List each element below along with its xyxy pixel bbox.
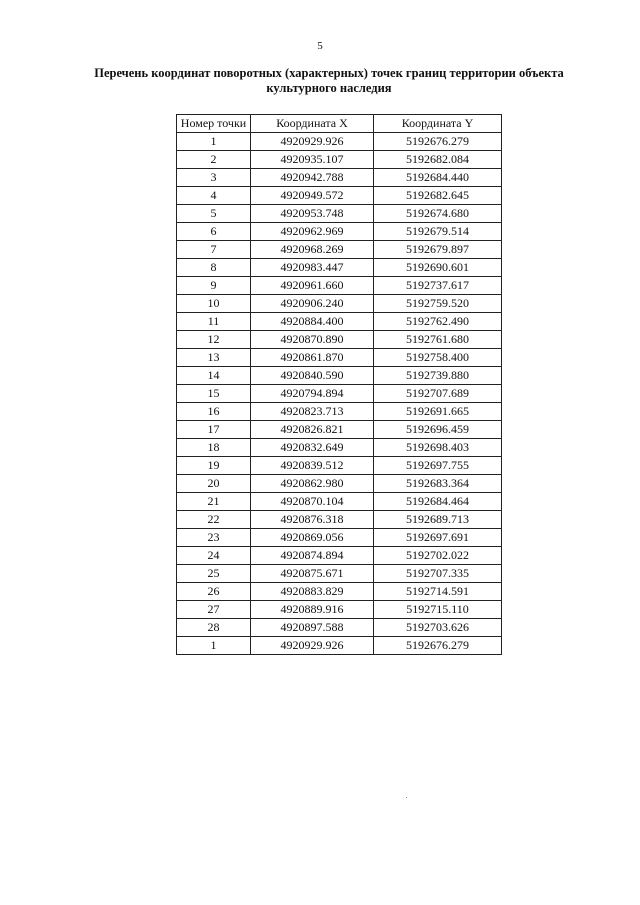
table-row: [177, 439, 502, 457]
cell-coordinate-y: 5192737.617: [374, 277, 502, 295]
cell-point-number: 20: [177, 475, 251, 493]
cell-coordinate-x: 4920832.649: [251, 439, 374, 457]
cell-point-number: 28: [177, 619, 251, 637]
table-row: [177, 619, 502, 637]
cell-coordinate-x: 4920840.590: [251, 367, 374, 385]
cell-coordinate-y: 5192758.400: [374, 349, 502, 367]
table-row: [177, 187, 502, 205]
cell-coordinate-y: 5192762.490: [374, 313, 502, 331]
cell-coordinate-y: 5192715.110: [374, 601, 502, 619]
table-row: [177, 493, 502, 511]
cell-coordinate-x: 4920883.829: [251, 583, 374, 601]
cell-coordinate-x: 4920942.788: [251, 169, 374, 187]
cell-coordinate-x: 4920823.713: [251, 403, 374, 421]
cell-point-number: 23: [177, 529, 251, 547]
cell-point-number: 15: [177, 385, 251, 403]
cell-coordinate-x: 4920839.512: [251, 457, 374, 475]
cell-point-number: 19: [177, 457, 251, 475]
cell-coordinate-x: 4920929.926: [251, 133, 374, 151]
table-row: [177, 547, 502, 565]
table-row: [177, 385, 502, 403]
table-row: [177, 601, 502, 619]
table-row: [177, 295, 502, 313]
cell-coordinate-y: 5192761.680: [374, 331, 502, 349]
page-number: 5: [317, 40, 323, 52]
table-row: [177, 583, 502, 601]
cell-coordinate-x: 4920962.969: [251, 223, 374, 241]
table-row: [177, 133, 502, 151]
cell-coordinate-x: 4920874.894: [251, 547, 374, 565]
cell-coordinate-y: 5192674.680: [374, 205, 502, 223]
cell-coordinate-y: 5192697.755: [374, 457, 502, 475]
cell-point-number: 17: [177, 421, 251, 439]
cell-coordinate-y: 5192676.279: [374, 133, 502, 151]
scan-speck: [406, 797, 407, 798]
document-title: Перечень координат поворотных (характерных) точек границ территории объекта культурного наследия: [94, 66, 564, 95]
cell-point-number: 21: [177, 493, 251, 511]
cell-point-number: 16: [177, 403, 251, 421]
cell-coordinate-x: 4920953.748: [251, 205, 374, 223]
cell-coordinate-x: 4920906.240: [251, 295, 374, 313]
cell-point-number: 27: [177, 601, 251, 619]
cell-coordinate-x: 4920897.588: [251, 619, 374, 637]
cell-coordinate-x: 4920794.894: [251, 385, 374, 403]
cell-coordinate-y: 5192684.440: [374, 169, 502, 187]
cell-point-number: 14: [177, 367, 251, 385]
cell-point-number: 10: [177, 295, 251, 313]
cell-coordinate-y: 5192739.880: [374, 367, 502, 385]
cell-point-number: 24: [177, 547, 251, 565]
table-row: [177, 457, 502, 475]
cell-point-number: 2: [177, 151, 251, 169]
cell-coordinate-x: 4920968.269: [251, 241, 374, 259]
cell-coordinate-y: 5192679.514: [374, 223, 502, 241]
table-header-row: [177, 115, 502, 133]
cell-point-number: 11: [177, 313, 251, 331]
table-row: [177, 403, 502, 421]
cell-coordinate-x: 4920862.980: [251, 475, 374, 493]
table-body: [177, 133, 502, 655]
cell-coordinate-y: 5192682.645: [374, 187, 502, 205]
table-row: [177, 241, 502, 259]
cell-point-number: 13: [177, 349, 251, 367]
cell-point-number: 5: [177, 205, 251, 223]
cell-point-number: 3: [177, 169, 251, 187]
cell-point-number: 4: [177, 187, 251, 205]
cell-coordinate-x: 4920961.660: [251, 277, 374, 295]
table-row: [177, 313, 502, 331]
cell-point-number: 22: [177, 511, 251, 529]
cell-coordinate-y: 5192676.279: [374, 637, 502, 655]
table-row: [177, 223, 502, 241]
cell-coordinate-y: 5192684.464: [374, 493, 502, 511]
cell-point-number: 7: [177, 241, 251, 259]
cell-coordinate-y: 5192682.084: [374, 151, 502, 169]
cell-point-number: 1: [177, 133, 251, 151]
table-row: [177, 151, 502, 169]
cell-coordinate-y: 5192697.691: [374, 529, 502, 547]
cell-coordinate-x: 4920889.916: [251, 601, 374, 619]
cell-coordinate-x: 4920876.318: [251, 511, 374, 529]
cell-point-number: 6: [177, 223, 251, 241]
table-row: [177, 259, 502, 277]
table-row: [177, 169, 502, 187]
cell-coordinate-y: 5192690.601: [374, 259, 502, 277]
cell-coordinate-y: 5192707.335: [374, 565, 502, 583]
table-row: [177, 349, 502, 367]
cell-coordinate-x: 4920884.400: [251, 313, 374, 331]
table-row: [177, 511, 502, 529]
cell-coordinate-y: 5192703.626: [374, 619, 502, 637]
table-row: [177, 421, 502, 439]
cell-point-number: 18: [177, 439, 251, 457]
cell-point-number: 12: [177, 331, 251, 349]
table-row: [177, 205, 502, 223]
cell-coordinate-y: 5192707.689: [374, 385, 502, 403]
cell-coordinate-x: 4920861.870: [251, 349, 374, 367]
header-coordinate-y: Координата Y: [374, 115, 502, 133]
cell-coordinate-y: 5192689.713: [374, 511, 502, 529]
coordinates-table: [176, 114, 502, 655]
table-row: [177, 277, 502, 295]
table-row: [177, 637, 502, 655]
cell-coordinate-y: 5192696.459: [374, 421, 502, 439]
cell-coordinate-y: 5192759.520: [374, 295, 502, 313]
cell-coordinate-y: 5192698.403: [374, 439, 502, 457]
cell-coordinate-y: 5192714.591: [374, 583, 502, 601]
cell-coordinate-x: 4920875.671: [251, 565, 374, 583]
table-row: [177, 331, 502, 349]
table-row: [177, 565, 502, 583]
cell-coordinate-x: 4920983.447: [251, 259, 374, 277]
cell-point-number: 26: [177, 583, 251, 601]
cell-point-number: 9: [177, 277, 251, 295]
header-point-number: Номер точки: [177, 115, 251, 133]
cell-point-number: 25: [177, 565, 251, 583]
header-coordinate-x: Координата X: [251, 115, 374, 133]
cell-coordinate-y: 5192691.665: [374, 403, 502, 421]
cell-coordinate-x: 4920870.890: [251, 331, 374, 349]
cell-coordinate-x: 4920929.926: [251, 637, 374, 655]
cell-point-number: 8: [177, 259, 251, 277]
cell-coordinate-x: 4920869.056: [251, 529, 374, 547]
cell-coordinate-x: 4920870.104: [251, 493, 374, 511]
table-row: [177, 367, 502, 385]
table-row: [177, 529, 502, 547]
cell-coordinate-x: 4920935.107: [251, 151, 374, 169]
table-row: [177, 475, 502, 493]
cell-coordinate-x: 4920826.821: [251, 421, 374, 439]
cell-coordinate-y: 5192702.022: [374, 547, 502, 565]
cell-coordinate-y: 5192679.897: [374, 241, 502, 259]
cell-coordinate-y: 5192683.364: [374, 475, 502, 493]
cell-point-number: 1: [177, 637, 251, 655]
cell-coordinate-x: 4920949.572: [251, 187, 374, 205]
